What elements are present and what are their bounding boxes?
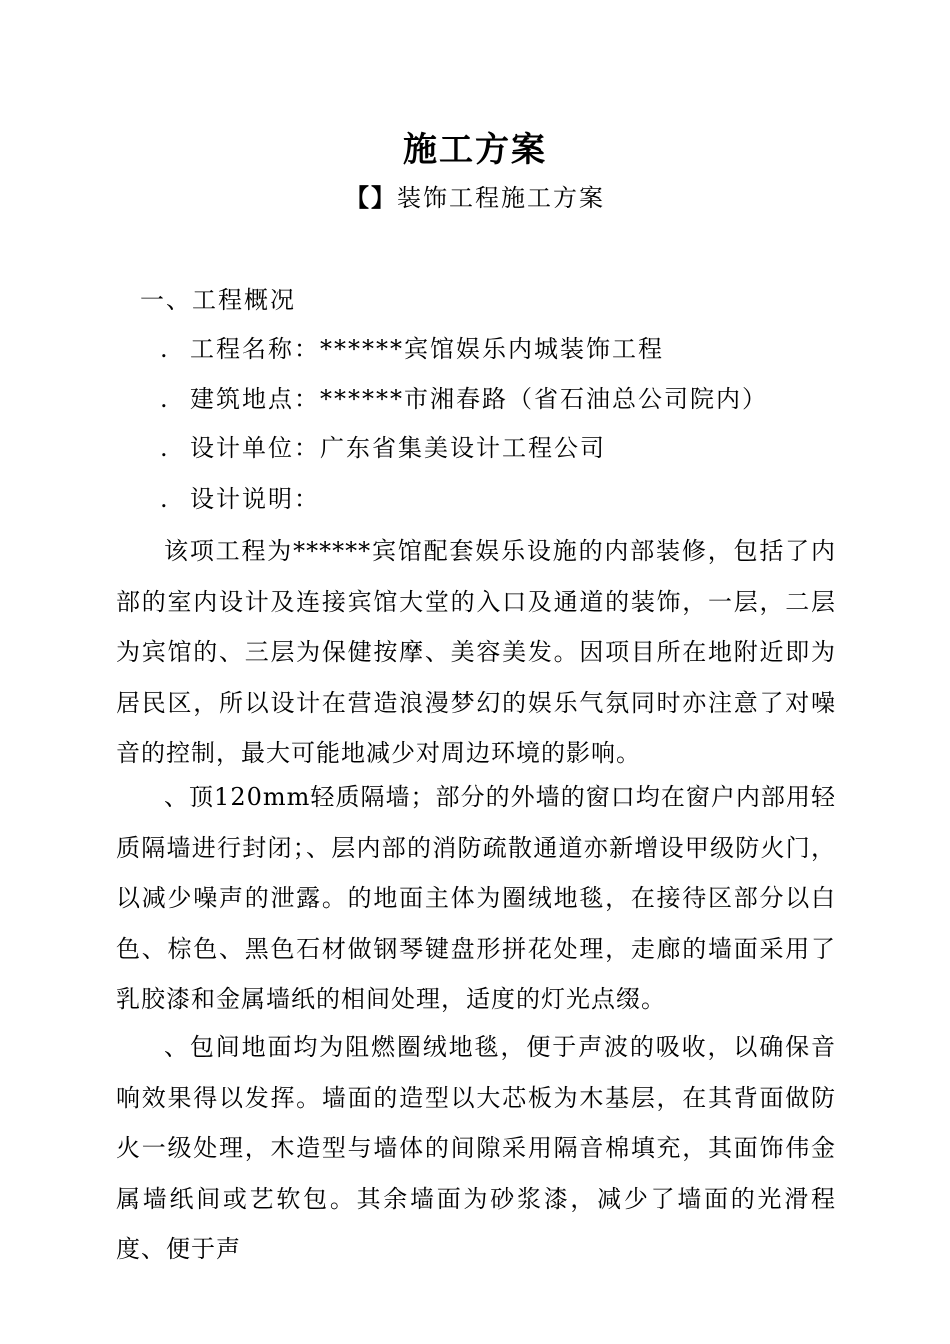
body-paragraph: 、包间地面均为阻燃圈绒地毯，便于声波的吸收，以确保音响效果得以发挥。墙面的造型以大芯板为木基层，在其背面做防火一级处理，木造型与墙体的间隙采用隔音棉填充，其面饰伟金属墙纸间或艺软包。其余墙面为砂浆漆，减少了墙面的光滑程度、便于声 (116, 1033, 836, 1263)
subtitle-bracket: 【】 (345, 183, 397, 212)
list-bullet: . (160, 385, 170, 413)
list-bullet: . (160, 434, 170, 462)
body-paragraph: 、顶120mm轻质隔墙；部分的外墙的窗口均在窗户内部用轻质隔墙进行封闭；、层内部的消防疏散通道亦新增设甲级防火门，以减少噪声的泄露。的地面主体为圈绒地毯，在接待区部分以白色、棕色、黑色石材做钢琴键盘形拼花处理，走廊的墙面采用了乳胶漆和金属墙纸的相间处理，适度的灯光点缀。 (116, 783, 836, 1013)
page-title: 施工方案 (403, 130, 547, 170)
section-heading: 一、工程概况 (140, 286, 296, 314)
subtitle-text: 装饰工程施工方案 (397, 184, 605, 212)
list-item (160, 430, 606, 466)
list-item-text: 工程名称：******宾馆娱乐内城装饰工程 (190, 335, 664, 363)
page-subtitle (0, 180, 950, 216)
list-item (160, 381, 768, 417)
body-paragraph: 该项工程为******宾馆配套娱乐设施的内部装修，包括了内部的室内设计及连接宾馆大堂的入口及通道的装饰，一层，二层为宾馆的、三层为保健按摩、美容美发。因项目所在地附近即为居民区，所以设计在营造浪漫梦幻的娱乐气氛同时亦注意了对噪音的控制，最大可能地减少对周边环境的影响。 (116, 537, 836, 767)
list-bullet: . (160, 485, 170, 513)
list-item (160, 481, 320, 517)
list-item-text: 设计单位：广东省集美设计工程公司 (190, 434, 606, 462)
list-item-text: 设计说明： (190, 485, 320, 513)
list-bullet: . (160, 335, 170, 363)
list-item-text: 建筑地点：******市湘春路（省石油总公司院内） (190, 385, 768, 413)
list-item (160, 331, 664, 367)
